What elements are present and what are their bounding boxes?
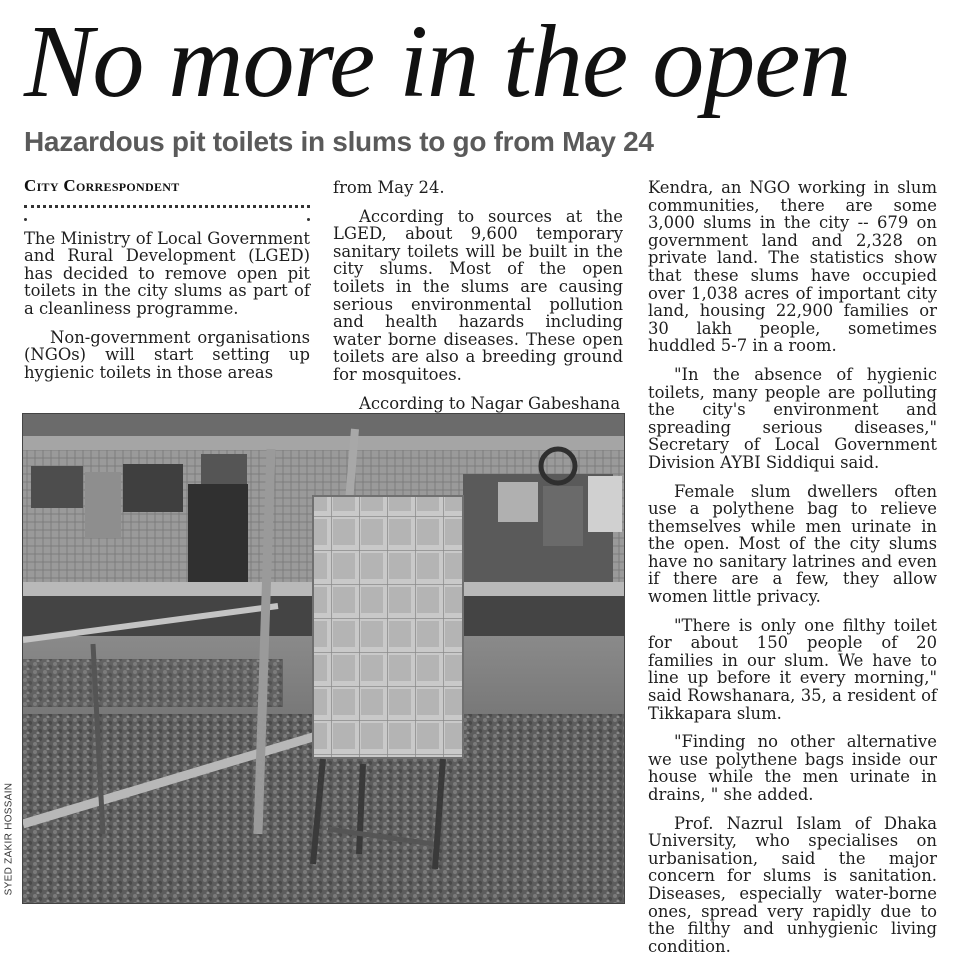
article-column-1: [24, 176, 310, 392]
paragraph: The Ministry of Local Government and Rural Development (LGED) has decided to remove open pit toilets in the city slums as part of a cleanliness programme.: [24, 228, 310, 318]
paragraph: According to sources at the LGED, about 9,600 temporary sanitary toilets will be built in the city slums. Most of the open toilets in the slums are causing serious environmental pollution and health hazards including water borne diseases. These open toilets are also a breeding ground for mosquitoes.: [333, 206, 623, 384]
headline: No more in the open: [24, 4, 851, 119]
paragraph: "In the absence of hygienic toilets, many people are polluting the city's environment and spreading serious diseases," Secretary of Local Government Division AYBI Siddiqui said.: [648, 364, 937, 472]
paragraph: Non-government organisations (NGOs) will start setting up hygienic toilets in those areas: [24, 327, 310, 382]
paragraph: "Finding no other alternative we use polythene bags inside our house while the men urinate in drains, " she added.: [648, 732, 937, 804]
byline-separator: [24, 205, 310, 226]
article-column-2: [333, 179, 623, 423]
news-photo: [22, 413, 625, 904]
byline: City Correspondent: [24, 176, 180, 195]
paragraph: According to Nagar Gabeshana: [359, 393, 621, 413]
subheadline: Hazardous pit toilets in slums to go from May 24: [24, 126, 654, 157]
article-column-3: [648, 179, 937, 966]
paragraph: Kendra, an NGO working in slum communities, there are some 3,000 slums in the city -- 679 on government land and 2,328 on private land. The statistics show that these slums have occupied over 1,038 acres of important city land, housing 22,900 families or 30 lakh people, sometimes huddled 5-7 in a room.: [648, 178, 937, 356]
paragraph: Prof. Nazrul Islam of Dhaka University, who specialises on urbanisation, said the major concern for slums is sanitation. Diseases, especially water-borne ones, spread very rapidly due to the filthy and unhygienic living condition.: [648, 813, 937, 956]
paragraph: from May 24.: [333, 178, 445, 197]
paragraph: "There is only one filthy toilet for about 150 people of 20 families in our slum. We have to line up before it every morning," said Rowshanara, 35, a resident of Tikkapara slum.: [648, 615, 937, 723]
paragraph: Female slum dwellers often use a polythene bag to relieve themselves while men urinate in the open. Most of the city slums have no sanitary latrines and even if there are a few, they allow women little privacy.: [648, 481, 937, 607]
photo-credit: SYED ZAKIR HOSSAIN: [3, 782, 15, 896]
